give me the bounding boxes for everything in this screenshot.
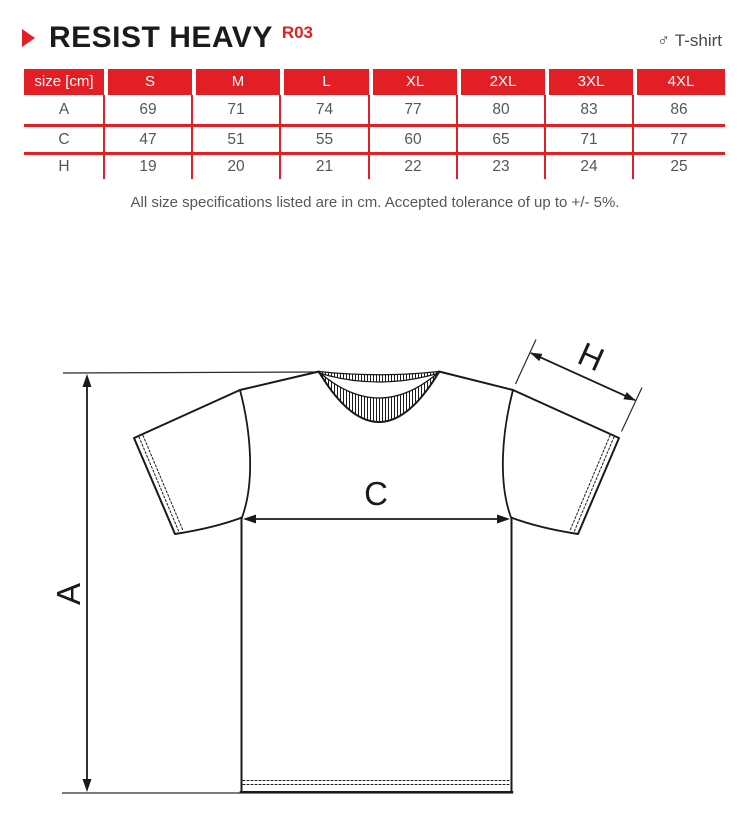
dimension-A — [50, 374, 92, 792]
column-header: 3XL — [545, 69, 633, 95]
table-cell: 55 — [315, 131, 334, 148]
red-arrow-icon — [22, 29, 35, 47]
row-separator — [24, 124, 725, 127]
arrowhead-left-icon — [243, 515, 256, 524]
arrowhead-right-icon — [497, 515, 510, 524]
tshirt-outline — [134, 372, 619, 793]
male-symbol-icon: ♂ — [657, 31, 671, 50]
product-code: R03 — [281, 23, 314, 42]
arrowhead-icon — [623, 392, 636, 401]
left-sleeve — [134, 390, 242, 534]
right-armhole-seam — [503, 390, 513, 518]
column-separator — [632, 95, 634, 179]
collar — [319, 372, 439, 423]
tolerance-note: All size specifications listed are in cm. Accepted tolerance of up to +/- 5%. — [130, 194, 620, 211]
tshirt-measurement-diagram — [0, 300, 750, 829]
dimension-C — [243, 475, 510, 524]
right-shoulder-seam — [439, 372, 513, 391]
column-header: M — [192, 69, 280, 95]
row-separator — [24, 152, 725, 155]
table-row — [24, 127, 725, 152]
left-armhole-seam — [240, 390, 250, 518]
table-header-row — [24, 69, 725, 95]
table-cell: 83 — [580, 101, 598, 118]
table-cell: 77 — [670, 131, 688, 148]
arrowhead-down-icon — [83, 779, 92, 792]
top-extension-line — [63, 372, 319, 373]
left-cuff-stitch — [143, 436, 183, 531]
product-type-text: T-shirt — [674, 31, 722, 50]
left-cuff-stitch — [139, 437, 179, 532]
table-cell: 20 — [227, 158, 245, 175]
collar-back-band — [319, 372, 439, 383]
label-H: H — [572, 334, 610, 379]
dimension-H — [530, 335, 636, 401]
table-cell: 80 — [492, 101, 510, 118]
table-cell: 74 — [315, 101, 334, 118]
table-cell: 25 — [670, 158, 688, 175]
left-shoulder-seam — [240, 372, 319, 391]
right-cuff-stitch — [570, 436, 610, 531]
sleeve-extension-line — [622, 388, 643, 432]
column-header: 2XL — [457, 69, 545, 95]
table-cell: 51 — [227, 131, 245, 148]
column-header: L — [280, 69, 369, 95]
column-separator — [191, 95, 193, 179]
right-sleeve — [511, 390, 619, 534]
page-header — [0, 0, 750, 60]
table-cell: 19 — [139, 158, 157, 175]
product-title-text: RESIST HEAVY — [49, 21, 273, 54]
label-C: C — [364, 475, 388, 512]
row-label: A — [58, 101, 70, 118]
table-row — [24, 95, 725, 124]
table-cell: 47 — [139, 131, 157, 148]
arrowhead-icon — [530, 353, 543, 362]
column-header: size [cm] — [24, 69, 104, 95]
table-cell: 77 — [404, 101, 422, 118]
table-cell: 24 — [580, 158, 598, 175]
table-cell: 65 — [492, 131, 510, 148]
column-header: XL — [369, 69, 457, 95]
sleeve-extension-line — [516, 340, 537, 385]
table-cell: 69 — [139, 101, 157, 118]
row-label: H — [58, 158, 70, 175]
table-cell: 22 — [404, 158, 422, 175]
table-cell: 71 — [580, 131, 598, 148]
column-header: 4XL — [633, 69, 725, 95]
column-separator — [544, 95, 546, 179]
column-header: S — [104, 69, 192, 95]
table-cell: 86 — [670, 101, 688, 118]
label-A: A — [50, 582, 87, 606]
right-cuff-stitch — [574, 437, 614, 532]
column-separator — [279, 95, 281, 179]
table-cell: 60 — [404, 131, 422, 148]
arrowhead-up-icon — [83, 374, 92, 387]
column-separator — [103, 95, 105, 179]
table-cell: 23 — [492, 158, 510, 175]
table-cell: 71 — [227, 101, 245, 118]
column-separator — [456, 95, 458, 179]
table-cell: 21 — [315, 158, 334, 175]
size-table — [24, 69, 725, 184]
product-title — [49, 21, 313, 55]
row-label: C — [58, 131, 70, 148]
table-row — [24, 155, 725, 179]
product-type-label — [657, 31, 722, 51]
column-separator — [368, 95, 370, 179]
